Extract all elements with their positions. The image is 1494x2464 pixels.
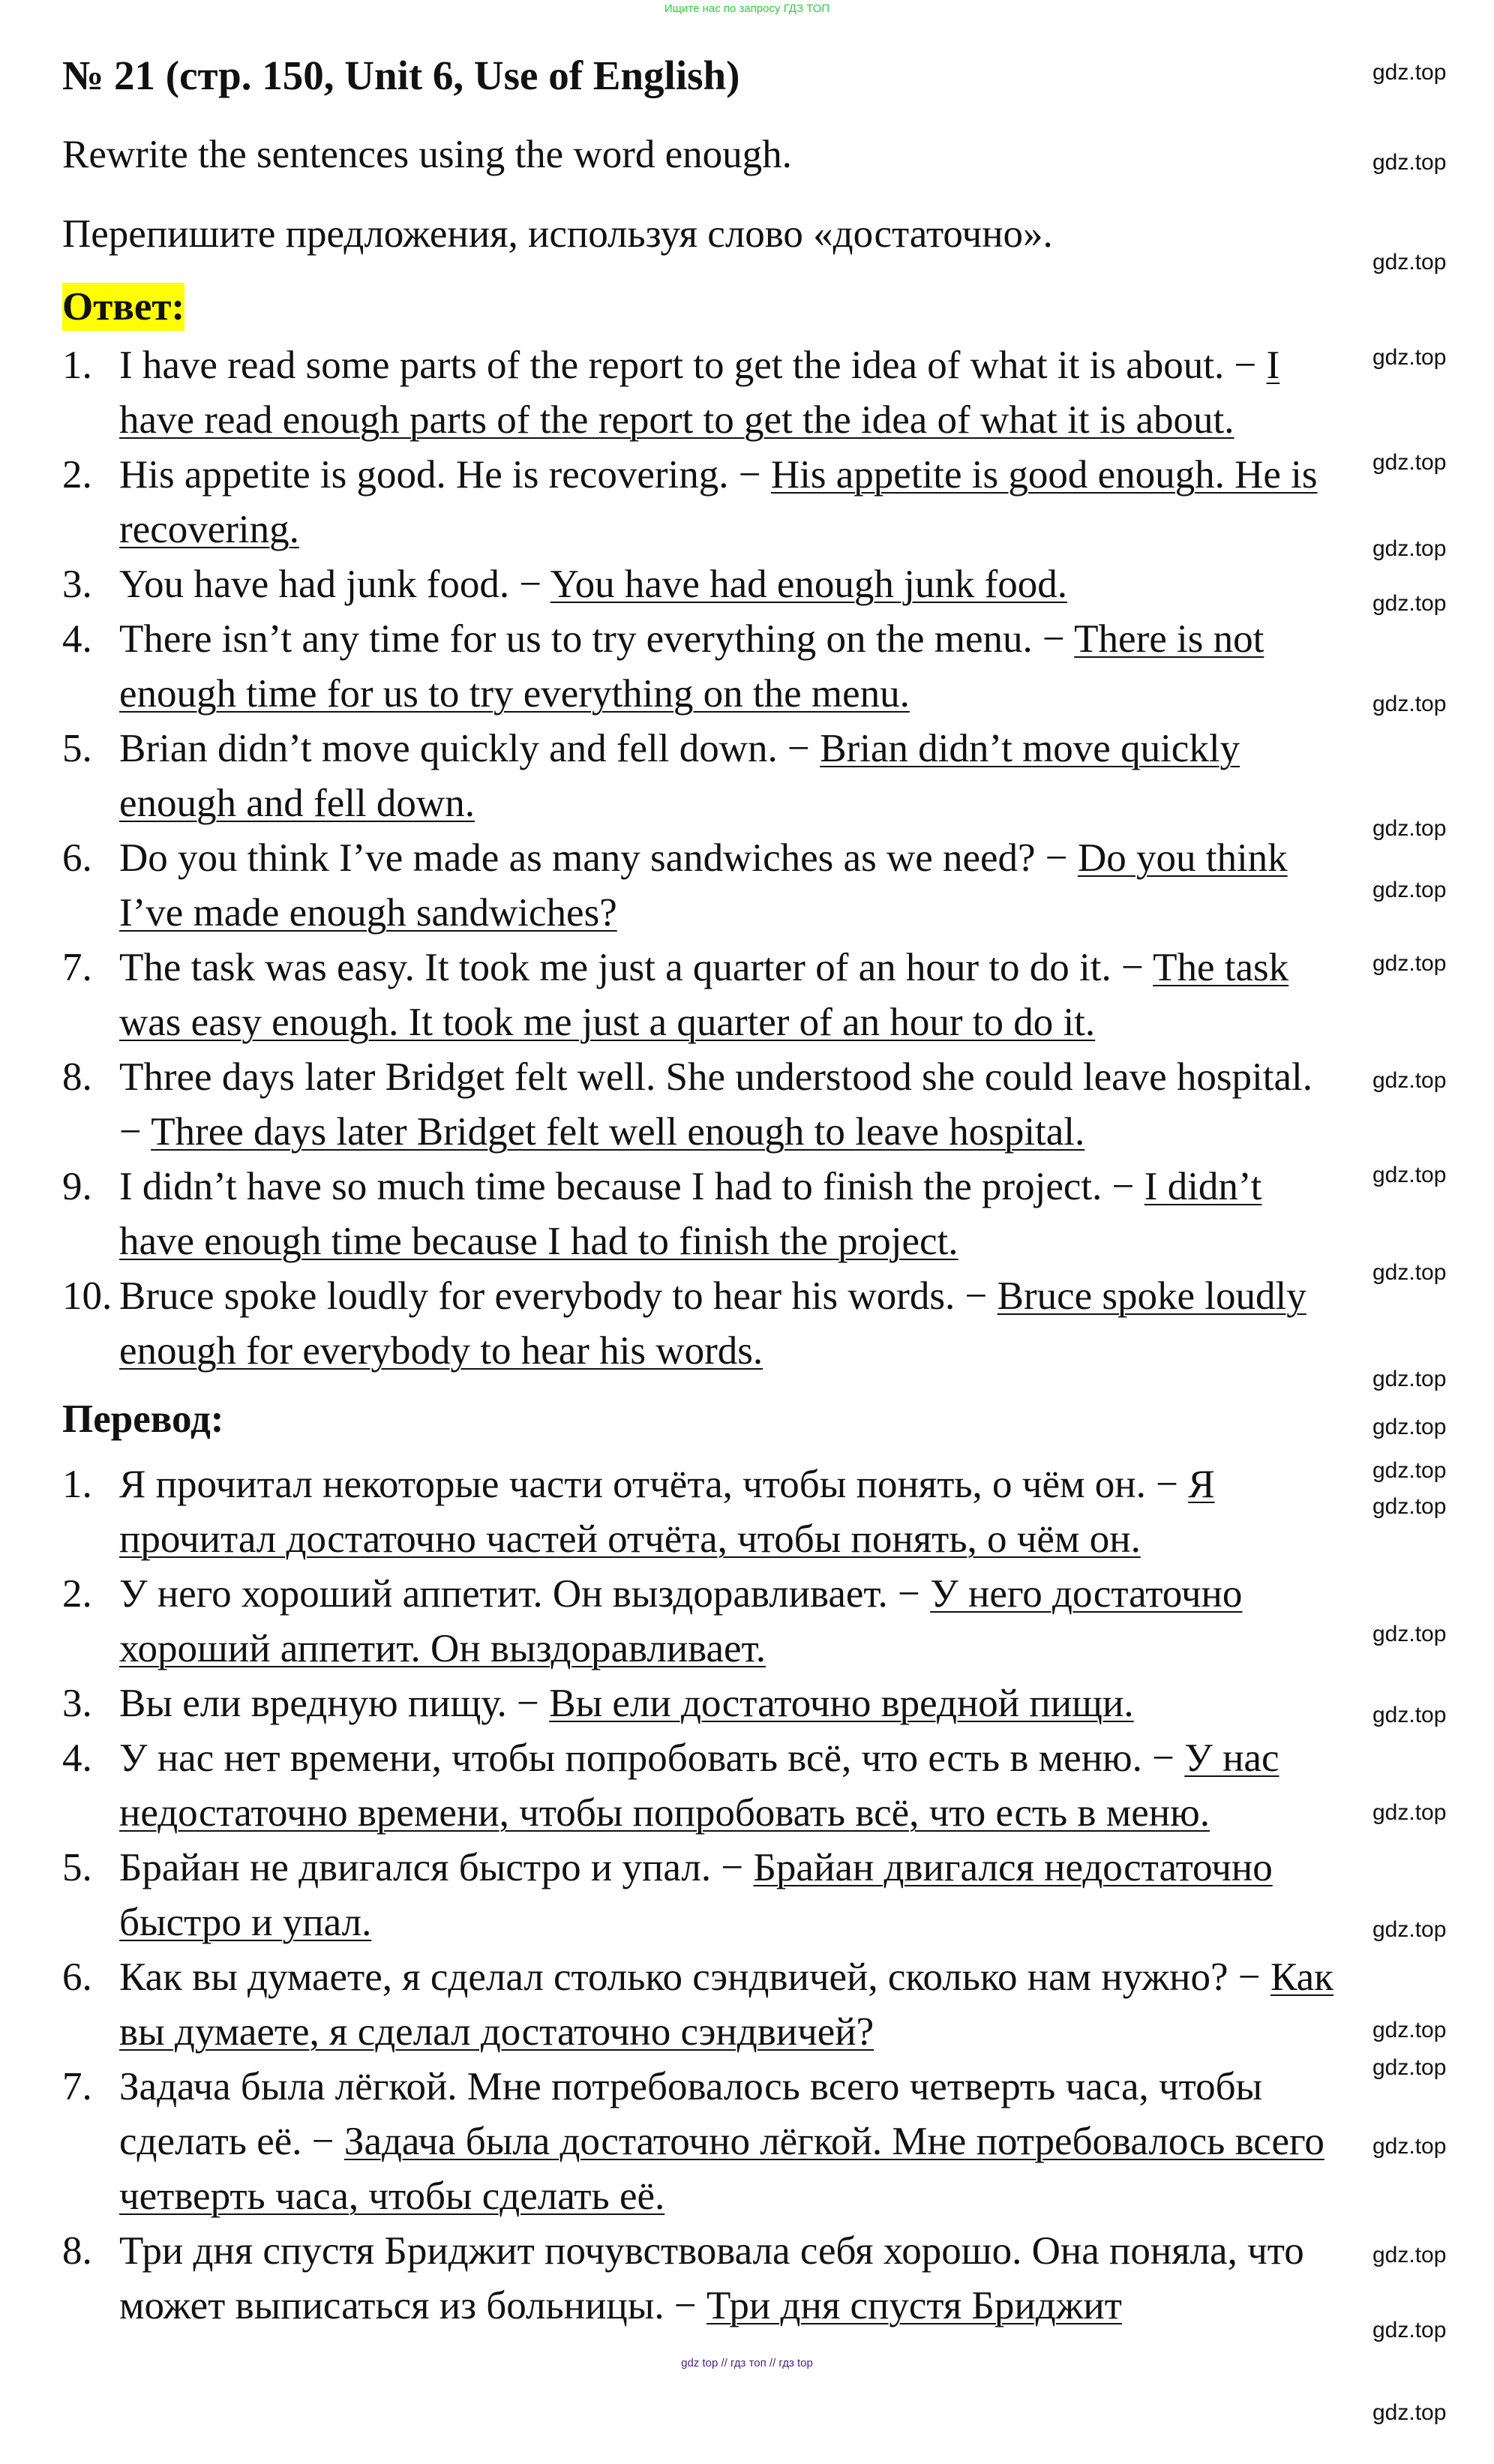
rewritten-sentence: His appetite is good enough. He is recovering.	[119, 453, 1318, 551]
item-number: 7.	[62, 946, 92, 989]
item-number: 6.	[62, 1955, 92, 1999]
original-sentence: Do you think I’ve made as many sandwiches as we need? −	[119, 836, 1078, 880]
task-russian: Перепишите предложения, используя слово «достаточно».	[62, 212, 1053, 256]
translation-item	[62, 2060, 1337, 2224]
watermark: gdz.top	[1372, 345, 1447, 370]
original-sentence: Я прочитал некоторые части отчёта, чтобы понять, о чём он. −	[119, 1463, 1189, 1506]
rewritten-sentence: Задача была достаточно лёгкой. Мне потребовалось всего четверть часа, чтобы сделать её.	[119, 2120, 1324, 2218]
watermark: gdz.top	[1372, 60, 1447, 85]
watermark: gdz.top	[1372, 2018, 1447, 2042]
original-sentence: Вы ели вредную пищу. −	[119, 1682, 550, 1725]
rewritten-sentence: Брайан двигался недостаточно быстро и упал.	[119, 1846, 1273, 1944]
item-number: 5.	[62, 1846, 92, 1889]
watermark: gdz.top	[1372, 2134, 1447, 2159]
original-sentence: Brian didn’t move quickly and fell down. −	[119, 727, 820, 770]
answer-item	[62, 722, 1337, 831]
rewritten-sentence: The task was easy enough. It took me just a quarter of an hour to do it.	[119, 946, 1289, 1044]
watermark: gdz.top	[1372, 692, 1447, 716]
rewritten-sentence: Как вы думаете, я сделал достаточно сэндвичей?	[119, 1955, 1334, 2054]
watermark: gdz.top	[1372, 1458, 1447, 1483]
rewritten-sentence: Вы ели достаточно вредной пищи.	[549, 1682, 1134, 1725]
item-number: 8.	[62, 2229, 92, 2273]
watermark: gdz.top	[1372, 250, 1447, 275]
watermark: gdz.top	[1372, 1494, 1447, 1519]
watermark: gdz.top	[1372, 1703, 1447, 1727]
rewritten-sentence: Do you think I’ve made enough sandwiches?	[119, 836, 1288, 935]
watermark: gdz.top	[1372, 2243, 1447, 2267]
answer-item	[62, 612, 1337, 722]
answer-list	[62, 338, 1337, 1379]
original-sentence: Three days later Bridget felt well. She understood she could leave hospital. −	[119, 1055, 1313, 1154]
watermark: gdz.top	[1372, 1068, 1447, 1093]
rewritten-sentence: There is not enough time for us to try everything on the menu.	[119, 617, 1264, 716]
search-hint: Ищите нас по запросу ГДЗ ТОП	[664, 2, 830, 15]
watermark: gdz.top	[1372, 1800, 1447, 1825]
footer-note: gdz top // гдз топ // гдз top	[681, 2357, 813, 2369]
page-title: № 21 (стр. 150, Unit 6, Use of English)	[62, 53, 740, 98]
watermark: gdz.top	[1372, 1917, 1447, 1942]
answer-label: Ответ:	[62, 283, 184, 331]
answer-item	[62, 1269, 1337, 1379]
item-number: 5.	[62, 727, 92, 770]
rewritten-sentence: У него достаточно хороший аппетит. Он выздоравливает.	[119, 1572, 1243, 1670]
item-number: 7.	[62, 2065, 92, 2108]
task-english: Rewrite the sentences using the word enough.	[62, 133, 792, 176]
translation-item	[62, 1950, 1337, 2060]
item-number: 1.	[62, 344, 92, 387]
watermark: gdz.top	[1372, 2400, 1447, 2425]
watermark: gdz.top	[1372, 951, 1447, 976]
translation-item	[62, 1567, 1337, 1676]
rewritten-sentence: You have had enough junk food.	[550, 563, 1068, 606]
rewritten-sentence: Three days later Bridget felt well enough to leave hospital.	[151, 1110, 1085, 1154]
watermark: gdz.top	[1372, 1415, 1447, 1439]
rewritten-sentence: У нас недостаточно времени, чтобы попробовать всё, что есть в меню.	[119, 1736, 1280, 1835]
translation-item	[62, 1457, 1337, 1567]
watermark: gdz.top	[1372, 1163, 1447, 1187]
watermark: gdz.top	[1372, 450, 1447, 475]
item-number: 1.	[62, 1463, 92, 1506]
watermark: gdz.top	[1372, 2318, 1447, 2342]
item-number: 4.	[62, 617, 92, 661]
watermark: gdz.top	[1372, 2055, 1447, 2080]
original-sentence: Брайан не двигался быстро и упал. −	[119, 1846, 754, 1889]
watermark: gdz.top	[1372, 591, 1447, 616]
watermark: gdz.top	[1372, 150, 1447, 175]
original-sentence: У него хороший аппетит. Он выздоравливает. −	[119, 1572, 931, 1616]
item-number: 4.	[62, 1736, 92, 1780]
rewritten-sentence: Brian didn’t move quickly enough and fell down.	[119, 727, 1240, 825]
rewritten-sentence: Bruce spoke loudly enough for everybody to hear his words.	[119, 1274, 1306, 1373]
original-sentence: I have read some parts of the report to get the idea of what it is about. −	[119, 344, 1267, 387]
answer-item	[62, 448, 1337, 557]
translation-label: Перевод:	[62, 1397, 224, 1441]
answer-item	[62, 338, 1337, 448]
watermark: gdz.top	[1372, 1367, 1447, 1391]
original-sentence: Как вы думаете, я сделал столько сэндвичей, сколько нам нужно? −	[119, 1955, 1270, 1999]
original-sentence: I didn’t have so much time because I had to finish the project. −	[119, 1165, 1144, 1208]
answer-item	[62, 831, 1337, 941]
original-sentence: His appetite is good. He is recovering. −	[119, 453, 771, 497]
item-number: 6.	[62, 836, 92, 880]
rewritten-sentence: Я прочитал достаточно частей отчёта, чтобы понять, о чём он.	[119, 1463, 1215, 1561]
original-sentence: There isn’t any time for us to try everything on the menu. −	[119, 617, 1075, 661]
translation-item	[62, 1676, 1337, 1731]
original-sentence: Задача была лёгкой. Мне потребовалось всего четверть часа, чтобы сделать её. −	[119, 2065, 1263, 2163]
original-sentence: You have had junk food. −	[119, 563, 550, 606]
answer-item	[62, 941, 1337, 1050]
rewritten-sentence: I didn’t have enough time because I had to finish the project.	[119, 1165, 1262, 1263]
watermark: gdz.top	[1372, 1622, 1447, 1646]
answer-item	[62, 1050, 1337, 1160]
answer-item	[62, 557, 1337, 612]
original-sentence: The task was easy. It took me just a quarter of an hour to do it. −	[119, 946, 1154, 989]
item-number: 2.	[62, 453, 92, 497]
item-number: 3.	[62, 1682, 92, 1725]
watermark: gdz.top	[1372, 816, 1447, 841]
item-number: 3.	[62, 563, 92, 606]
item-number: 9.	[62, 1165, 92, 1208]
translation-item	[62, 1731, 1337, 1841]
translation-item	[62, 2224, 1337, 2333]
translation-list	[62, 1457, 1337, 2333]
item-number: 2.	[62, 1572, 92, 1616]
watermark: gdz.top	[1372, 878, 1447, 902]
original-sentence: У нас нет времени, чтобы попробовать всё, что есть в меню. −	[119, 1736, 1185, 1780]
watermark: gdz.top	[1372, 536, 1447, 561]
original-sentence: Три дня спустя Бриджит почувствовала себя хорошо. Она поняла, что может выписаться из больницы. −	[119, 2229, 1304, 2327]
content	[62, 0, 1337, 2333]
rewritten-sentence: Три дня спустя Бриджит	[706, 2284, 1122, 2327]
rewritten-sentence: I have read enough parts of the report to get the idea of what it is about.	[119, 344, 1280, 442]
answer-item	[62, 1160, 1337, 1269]
watermark: gdz.top	[1372, 1260, 1447, 1285]
translation-item	[62, 1841, 1337, 1950]
item-number: 8.	[62, 1055, 92, 1099]
item-number: 10.	[62, 1274, 112, 1318]
original-sentence: Bruce spoke loudly for everybody to hear his words. −	[119, 1274, 998, 1318]
